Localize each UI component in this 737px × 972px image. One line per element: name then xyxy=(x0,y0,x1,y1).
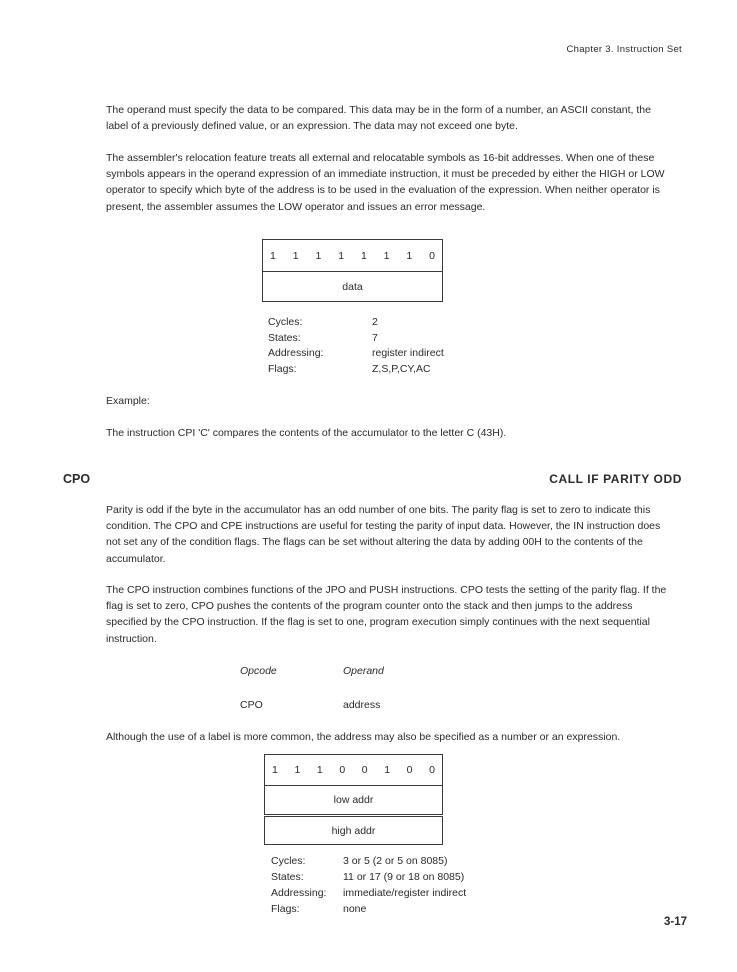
bit: 0 xyxy=(429,249,435,262)
operand-value: address xyxy=(343,699,381,711)
chapter-header: Chapter 3. Instruction Set xyxy=(566,44,682,55)
states-label: States: xyxy=(271,871,304,883)
low-addr-label: low addr xyxy=(333,794,374,806)
cpo-low-addr-byte xyxy=(264,785,443,815)
cpo-info-table xyxy=(271,853,571,919)
operand-paragraph: The operand must specify the data to be compared. This data may be in the form of a number, an ASCII constant, the label of a previously defined value, or an expression. The data may not exceed one byte. xyxy=(106,104,651,133)
bit: 1 xyxy=(272,764,278,776)
cycles-value: 3 or 5 (2 or 5 on 8085) xyxy=(343,855,448,867)
cpi-data-byte xyxy=(262,271,443,302)
flags-value: Z,S,P,CY,AC xyxy=(372,362,431,375)
cycles-value: 2 xyxy=(372,316,378,328)
flags-value: none xyxy=(343,903,367,915)
bit: 1 xyxy=(384,764,391,776)
data-label: data xyxy=(342,280,363,293)
addressing-label: Addressing: xyxy=(271,887,327,899)
page-number: 3-17 xyxy=(663,916,687,928)
cpi-opcode-bits xyxy=(262,239,443,272)
flags-label: Flags: xyxy=(271,903,300,915)
cpo-title-heading: CALL IF PARITY ODD xyxy=(549,472,682,486)
high-addr-label: high addr xyxy=(331,824,376,837)
operand-header: Operand xyxy=(343,665,384,677)
bit: 1 xyxy=(338,249,345,262)
addressing-value: register indirect xyxy=(372,347,444,359)
addressing-label: Addressing: xyxy=(268,347,324,359)
bit: 1 xyxy=(270,249,276,262)
example-label: Example: xyxy=(106,395,150,407)
addressing-value: immediate/register indirect xyxy=(343,887,467,899)
bit: 1 xyxy=(383,249,390,262)
cpo-opcode-bits xyxy=(264,754,443,786)
bit: 1 xyxy=(316,764,323,776)
bit: 0 xyxy=(406,764,413,776)
relocation-paragraph: The assembler's relocation feature treats all external and relocatable symbols as 16-bit addresses. When one of these symbols appears in the operand expression of an immediate instruction, it must be preceded by either the HIGH or LOW operator to specify which byte of the address is to be used in the evaluation of the expression. When neither operator is present, the assembler assumes the LOW operator and issues an error message. xyxy=(106,152,665,213)
cpo-high-addr-byte xyxy=(264,816,443,845)
bit: 1 xyxy=(292,249,299,262)
states-value: 11 or 17 (9 or 18 on 8085) xyxy=(343,871,465,883)
bit: 1 xyxy=(294,764,301,776)
states-value: 7 xyxy=(372,331,378,344)
cpi-info-table xyxy=(268,314,528,380)
cpo-function-paragraph: The CPO instruction combines functions of the JPO and PUSH instructions. CPO tests the setting of the parity flag. If the flag is set to zero, CPO pushes the contents of the program counter onto the stack and then jumps to the address specified by the CPO instruction. If the flag is set to one, program execution simply continues with the next sequential instruction. xyxy=(106,584,667,645)
opcode-header: Opcode xyxy=(240,665,277,677)
cpo-mnemonic-heading: CPO xyxy=(63,472,91,486)
bit: 1 xyxy=(360,249,367,262)
bit: 0 xyxy=(361,764,368,776)
bit: 1 xyxy=(315,249,322,262)
cycles-label: Cycles: xyxy=(271,855,306,867)
states-label: States: xyxy=(268,331,301,344)
opcode-value: CPO xyxy=(240,699,263,711)
cycles-label: Cycles: xyxy=(268,316,303,328)
bit: 0 xyxy=(429,764,435,776)
flags-label: Flags: xyxy=(268,362,297,375)
bit: 1 xyxy=(406,249,413,262)
bit: 0 xyxy=(339,764,346,776)
example-text: The instruction CPI 'C' compares the contents of the accumulator to the letter C (43H). xyxy=(106,427,507,439)
parity-paragraph: Parity is odd if the byte in the accumulator has an odd number of one bits. The parity flag is set to zero to indicate this condition. The CPO and CPE instructions are useful for testing the parity of input data. However, the IN instruction does not set any of the condition flags. The flags can be set without altering the data by adding 00H to the contents of the accumulator. xyxy=(106,504,661,565)
label-paragraph: Although the use of a label is more common, the address may also be specified as a number or an expression. xyxy=(106,731,621,743)
